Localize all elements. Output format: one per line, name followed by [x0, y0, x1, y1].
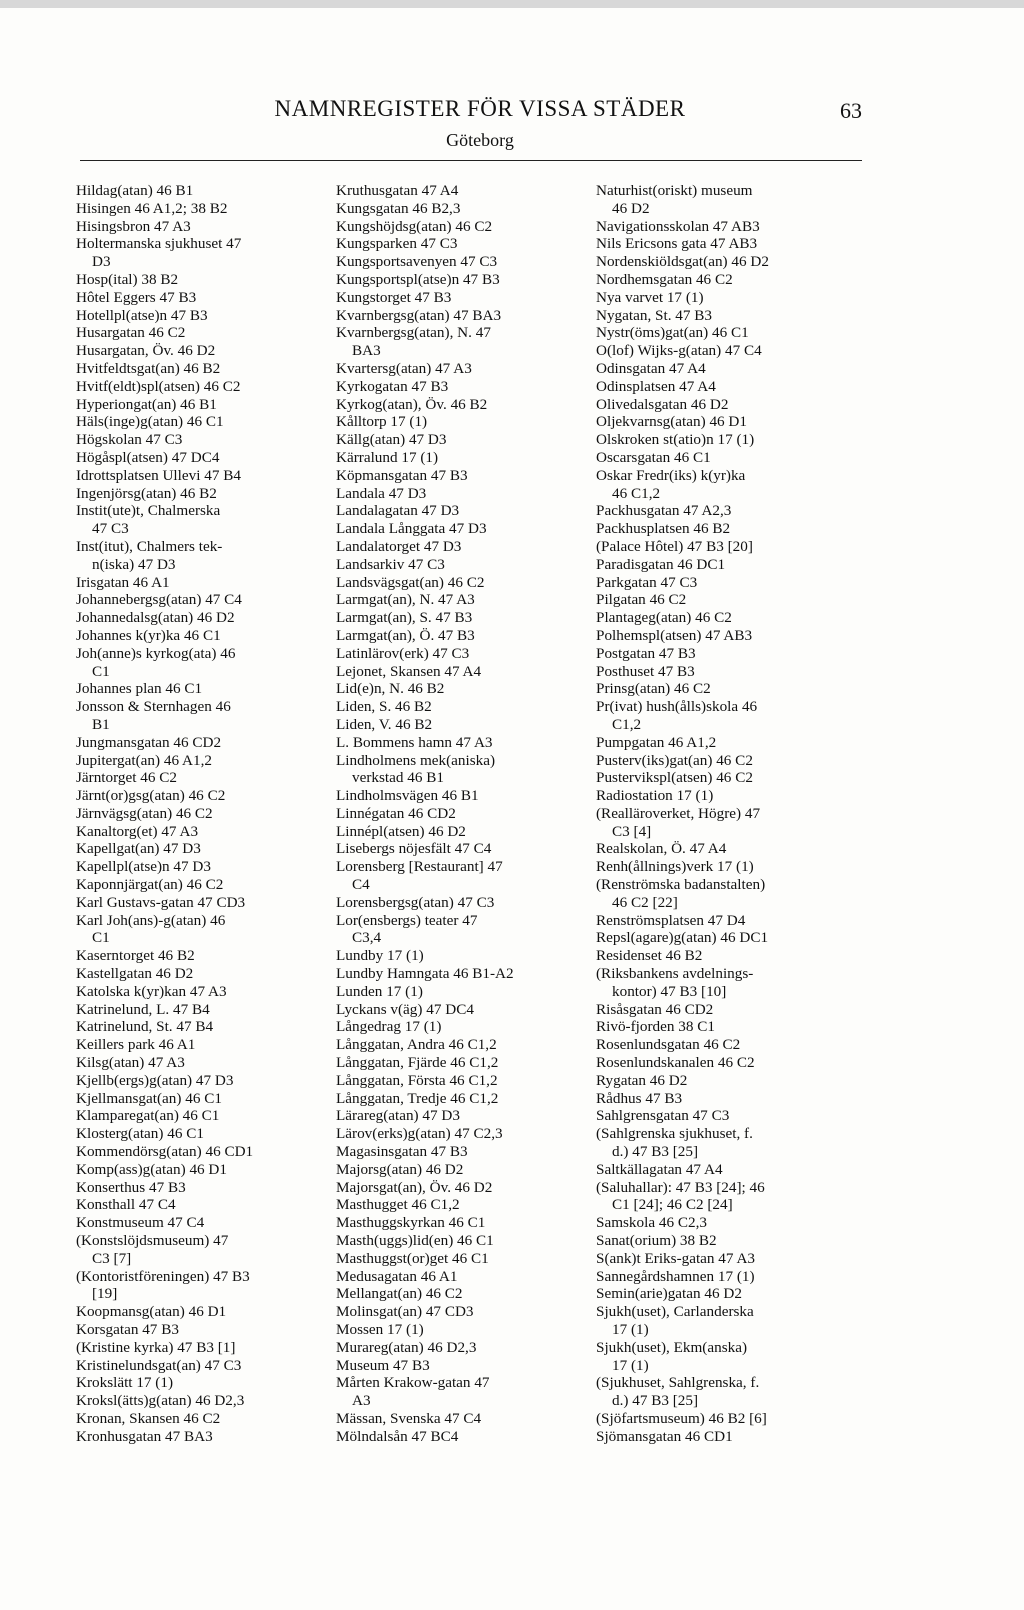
index-entry: Molinsgat(an) 47 CD3 [336, 1303, 474, 1321]
index-entry: Rådhus 47 B3 [596, 1089, 683, 1107]
index-entry: Sjömansgatan 46 CD1 [596, 1427, 733, 1445]
index-columns [66, 182, 866, 1472]
index-entry: Långgatan, Fjärde 46 C1,2 [336, 1054, 499, 1072]
index-entry: Irisgatan 46 A1 [76, 573, 170, 591]
index-entry: Hvitfeldtsgat(an) 46 B2 [76, 359, 221, 377]
index-entry: Husargatan 46 C2 [76, 324, 186, 342]
index-entry: Kruthusgatan 47 A4 [336, 182, 459, 199]
index-entry: Kungstorget 47 B3 [336, 288, 452, 306]
index-entry: (Realläroverket, Högre) 47 [596, 804, 761, 822]
index-entry: Semin(arie)gatan 46 D2 [596, 1285, 742, 1303]
index-entry: Kungsparken 47 C3 [336, 235, 458, 253]
index-entry: Kjellmansgat(an) 46 C1 [76, 1089, 222, 1107]
index-entry: Kronhusgatan 47 BA3 [76, 1427, 213, 1445]
index-entry: Sjukh(uset), Ekm(anska) [596, 1338, 747, 1356]
index-entry: Jupitergat(an) 46 A1,2 [76, 751, 212, 769]
index-entry: O(lof) Wijks-g(atan) 47 C4 [596, 342, 762, 360]
index-entry: C1 [24]; 46 C2 [24] [612, 1196, 733, 1214]
index-entry: Sannegårdshamnen 17 (1) [596, 1267, 755, 1285]
index-entry: (Palace Hôtel) 47 B3 [20] [596, 537, 753, 555]
page-subtitle: Göteborg [446, 130, 514, 150]
index-column-3 [596, 182, 854, 1446]
index-entry: [19] [92, 1285, 118, 1303]
index-entry: Komp(ass)g(atan) 46 D1 [76, 1160, 227, 1178]
index-entry: Packhusgatan 47 A2,3 [596, 502, 732, 520]
index-entry: Husargatan, Öv. 46 D2 [76, 342, 216, 360]
index-entry: Holtermanska sjukhuset 47 [76, 235, 242, 253]
index-entry: Lärov(erks)g(atan) 47 C2,3 [336, 1125, 503, 1143]
index-entry: C1,2 [612, 715, 642, 733]
index-entry: Kroksl(ätts)g(atan) 46 D2,3 [76, 1392, 245, 1410]
index-entry: Mässan, Svenska 47 C4 [336, 1409, 482, 1427]
index-entry: 46 D2 [612, 199, 650, 217]
index-entry: Kungsportsavenyen 47 C3 [336, 253, 498, 271]
index-entry: kontor) 47 B3 [10] [612, 982, 727, 1000]
index-entry: Konsthall 47 C4 [76, 1196, 176, 1214]
index-entry: Majorsgat(an), Öv. 46 D2 [336, 1178, 493, 1196]
index-entry: Murareg(atan) 46 D2,3 [336, 1338, 477, 1356]
index-column-1 [76, 182, 334, 1446]
index-entry: A3 [352, 1392, 371, 1410]
index-entry: Linnépl(atsen) 46 D2 [336, 822, 466, 840]
index-entry: Mårten Krakow-gatan 47 [336, 1374, 490, 1392]
index-entry: Järntorget 46 C2 [76, 769, 177, 787]
index-entry: Lindholmsvägen 46 B1 [336, 787, 479, 805]
index-entry: 46 C2 [22] [612, 893, 678, 911]
index-entry: Rosenlundsgatan 46 C2 [596, 1036, 741, 1054]
index-entry: Långedrag 17 (1) [336, 1018, 442, 1036]
index-entry: Karl Joh(ans)-g(atan) 46 [76, 911, 226, 929]
index-entry: Jungmansgatan 46 CD2 [76, 733, 222, 751]
index-entry: Nya varvet 17 (1) [596, 288, 704, 306]
index-entry: Johannes k(yr)ka 46 C1 [76, 626, 221, 644]
index-entry: Saltkällagatan 47 A4 [596, 1160, 723, 1178]
index-entry: Johannebergsg(atan) 47 C4 [76, 591, 242, 609]
index-entry: Mölndalsån 47 BC4 [336, 1427, 459, 1445]
index-entry: Klamparegat(an) 46 C1 [76, 1107, 220, 1125]
index-entry: Rygatan 46 D2 [596, 1071, 688, 1089]
index-entry: d.) 47 B3 [25] [612, 1392, 699, 1410]
index-entry: Konserthus 47 B3 [76, 1178, 186, 1196]
index-column-2 [336, 182, 594, 1446]
index-entry: L. Bommens hamn 47 A3 [336, 733, 493, 751]
index-entry: Kilsg(atan) 47 A3 [76, 1054, 185, 1072]
index-entry: C3 [4] [612, 822, 652, 840]
index-entry: Landsarkiv 47 C3 [336, 555, 445, 573]
index-entry: Katrinelund, St. 47 B4 [76, 1018, 214, 1036]
index-entry: (Kristine kyrka) 47 B3 [1] [76, 1338, 236, 1356]
index-entry: Lorensbergsg(atan) 47 C3 [336, 893, 495, 911]
index-entry: Köpmansgatan 47 B3 [336, 466, 468, 484]
index-entry: Medusagatan 46 A1 [336, 1267, 458, 1285]
index-entry: Långgatan, Andra 46 C1,2 [336, 1036, 497, 1054]
index-entry: Plantageg(atan) 46 C2 [596, 609, 732, 627]
index-entry: Landala Långgata 47 D3 [336, 520, 487, 538]
index-entry: Nordhemsgatan 46 C2 [596, 270, 733, 288]
index-entry: Kvartersg(atan) 47 A3 [336, 359, 472, 377]
index-entry: Hisingen 46 A1,2; 38 B2 [76, 199, 228, 217]
index-entry: Katolska k(yr)kan 47 A3 [76, 982, 227, 1000]
index-entry: Kristinelundsgat(an) 47 C3 [76, 1356, 242, 1374]
index-entry: Linnégatan 46 CD2 [336, 804, 456, 822]
index-entry: Kvarnbergsg(atan) 47 BA3 [336, 306, 502, 324]
index-entry: (Kontoristföreningen) 47 B3 [76, 1267, 250, 1285]
index-entry: Lid(e)n, N. 46 B2 [336, 680, 445, 698]
index-entry: (Sjöfartsmuseum) 46 B2 [6] [596, 1409, 767, 1427]
index-entry: Sahlgrensgatan 47 C3 [596, 1107, 730, 1125]
index-entry: Oscarsgatan 46 C1 [596, 448, 711, 466]
index-entry: Prinsg(atan) 46 C2 [596, 680, 711, 698]
index-entry: Järnt(or)gsg(atan) 46 C2 [76, 787, 226, 805]
index-entry: Rosenlundskanalen 46 C2 [596, 1054, 755, 1072]
index-entry: Risåsgatan 46 CD2 [596, 1000, 714, 1018]
index-entry: Lisebergs nöjesfält 47 C4 [336, 840, 492, 858]
index-entry: Lärareg(atan) 47 D3 [336, 1107, 460, 1125]
index-entry: Lundby Hamngata 46 B1-A2 [336, 965, 514, 983]
index-entry: Nils Ericsons gata 47 AB3 [596, 235, 758, 253]
index-entry: Pilgatan 46 C2 [596, 591, 687, 609]
index-entry: Pr(ivat) hush(ålls)skola 46 [596, 698, 758, 716]
index-entry: (Sahlgrenska sjukhuset, f. [596, 1125, 753, 1143]
index-entry: Kyrkogatan 47 B3 [336, 377, 449, 395]
index-entry: Masthuggskyrkan 46 C1 [336, 1214, 486, 1232]
index-entry: Inst(itut), Chalmers tek- [76, 537, 223, 555]
index-entry: Klosterg(atan) 46 C1 [76, 1125, 204, 1143]
index-entry: Masthugget 46 C1,2 [336, 1196, 460, 1214]
index-entry: Liden, S. 46 B2 [336, 698, 432, 716]
index-entry: Järnvägsg(atan) 46 C2 [76, 804, 213, 822]
index-entry: Jonsson & Sternhagen 46 [76, 698, 231, 716]
index-entry: Kaponnjärgat(an) 46 C2 [76, 876, 224, 894]
index-entry: Katrinelund, L. 47 B4 [76, 1000, 210, 1018]
index-entry: verkstad 46 B1 [352, 769, 444, 787]
index-entry: Johannes plan 46 C1 [76, 680, 203, 698]
index-entry: Koopmansg(atan) 46 D1 [76, 1303, 227, 1321]
index-entry: Pusterv(iks)gat(an) 46 C2 [596, 751, 753, 769]
index-entry: Högåspl(atsen) 47 DC4 [76, 448, 220, 466]
index-entry: Renh(ållnings)verk 17 (1) [596, 858, 754, 876]
index-entry: Larmgat(an), N. 47 A3 [336, 591, 475, 609]
index-entry: Olivedalsgatan 46 D2 [596, 395, 729, 413]
index-entry: B1 [92, 715, 110, 733]
index-entry: Hildag(atan) 46 B1 [76, 182, 194, 199]
index-entry: Mellangat(an) 46 C2 [336, 1285, 463, 1303]
index-entry: d.) 47 B3 [25] [612, 1143, 699, 1161]
index-entry: Kungshöjdsg(atan) 46 C2 [336, 217, 493, 235]
index-entry: Repsl(agare)g(atan) 46 DC1 [596, 929, 769, 947]
index-entry: 47 C3 [92, 520, 129, 538]
index-entry: Högskolan 47 C3 [76, 431, 183, 449]
index-entry: Kronan, Skansen 46 C2 [76, 1409, 221, 1427]
index-entry: Nordenskiöldsgat(an) 46 D2 [596, 253, 769, 271]
index-entry: Landalatorget 47 D3 [336, 537, 462, 555]
index-entry: Latinlärov(erk) 47 C3 [336, 644, 470, 662]
index-entry: Kaserntorget 46 B2 [76, 947, 195, 965]
index-entry: C3 [7] [92, 1249, 132, 1267]
index-entry: (Saluhallar): 47 B3 [24]; 46 [596, 1178, 765, 1196]
index-entry: Museum 47 B3 [336, 1356, 430, 1374]
index-entry: Hosp(ital) 38 B2 [76, 270, 179, 288]
index-entry: Långgatan, Tredje 46 C1,2 [336, 1089, 499, 1107]
index-entry: Korsgatan 47 B3 [76, 1321, 179, 1338]
index-entry: Polhemspl(atsen) 47 AB3 [596, 626, 753, 644]
index-entry: Lorensberg [Restaurant] 47 [336, 858, 503, 876]
index-entry: Krokslätt 17 (1) [76, 1374, 174, 1392]
index-entry: C1 [92, 929, 110, 947]
index-entry: BA3 [352, 342, 381, 360]
index-entry: 17 (1) [612, 1321, 649, 1338]
index-entry: Majorsg(atan) 46 D2 [336, 1160, 464, 1178]
index-entry: Mossen 17 (1) [336, 1321, 424, 1338]
index-entry: Joh(anne)s kyrkog(ata) 46 [76, 644, 236, 662]
index-entry: Lindholmens mek(aniska) [336, 751, 496, 769]
index-entry: Packhusplatsen 46 B2 [596, 520, 731, 538]
page-number: 63 [840, 98, 862, 123]
index-entry: Pustervikspl(atsen) 46 C2 [596, 769, 753, 787]
index-entry: Konstmuseum 47 C4 [76, 1214, 205, 1232]
index-entry: Kungsgatan 46 B2,3 [336, 199, 461, 217]
index-entry: Kapellgat(an) 47 D3 [76, 840, 201, 858]
index-entry: n(iska) 47 D3 [92, 555, 176, 573]
index-entry: Hisingsbron 47 A3 [76, 217, 191, 235]
index-entry: Kapellpl(atse)n 47 D3 [76, 858, 211, 876]
index-entry: D3 [92, 253, 111, 271]
index-entry: (Renströmska badanstalten) [596, 876, 766, 894]
index-entry: Kommendörsg(atan) 46 CD1 [76, 1143, 254, 1161]
index-entry: Johannedalsg(atan) 46 D2 [76, 609, 235, 627]
index-entry: Postgatan 47 B3 [596, 644, 696, 662]
index-entry: Oskar Fredr(iks) k(yr)ka [596, 466, 746, 484]
index-entry: Landsvägsgat(an) 46 C2 [336, 573, 485, 591]
index-entry: Posthuset 47 B3 [596, 662, 695, 680]
scan-edge [0, 0, 1024, 8]
index-entry: Ingenjörsg(atan) 46 B2 [76, 484, 217, 502]
index-entry: Lunden 17 (1) [336, 982, 423, 1000]
index-entry: Landalagatan 47 D3 [336, 502, 460, 520]
index-entry: Pumpgatan 46 A1,2 [596, 733, 717, 751]
index-entry: Hyperiongat(an) 46 B1 [76, 395, 217, 413]
index-entry: (Sjukhuset, Sahlgrenska, f. [596, 1374, 760, 1392]
index-entry: Oljekvarnsg(atan) 46 D1 [596, 413, 747, 431]
index-entry: Kyrkog(atan), Öv. 46 B2 [336, 395, 488, 413]
index-entry: Kjellb(ergs)g(atan) 47 D3 [76, 1071, 234, 1089]
index-entry: Kärralund 17 (1) [336, 448, 439, 466]
index-entry: Häls(inge)g(atan) 46 C1 [76, 413, 224, 431]
index-entry: S(ank)t Eriks-gatan 47 A3 [596, 1249, 756, 1267]
index-entry: Parkgatan 47 C3 [596, 573, 698, 591]
index-entry: Kastellgatan 46 D2 [76, 965, 194, 983]
index-entry: Rivö-fjorden 38 C1 [596, 1018, 715, 1036]
index-entry: Odinsplatsen 47 A4 [596, 377, 716, 395]
index-entry: Idrottsplatsen Ullevi 47 B4 [76, 466, 241, 484]
index-entry: Navigationsskolan 47 AB3 [596, 217, 760, 235]
index-entry: Masthuggst(or)get 46 C1 [336, 1249, 489, 1267]
index-entry: Kvarnbergsg(atan), N. 47 [336, 324, 491, 342]
index-entry: Renströmsplatsen 47 D4 [596, 911, 746, 929]
index-entry: Hvitf(eldt)spl(atsen) 46 C2 [76, 377, 241, 395]
index-entry: Paradisgatan 46 DC1 [596, 555, 726, 573]
index-entry: 46 C1,2 [612, 484, 661, 502]
index-entry: Liden, V. 46 B2 [336, 715, 433, 733]
index-entry: Instit(ute)t, Chalmerska [76, 502, 221, 520]
index-entry: Sanat(orium) 38 B2 [596, 1232, 717, 1250]
index-entry: Kungsportspl(atse)n 47 B3 [336, 270, 500, 288]
index-entry: Radiostation 17 (1) [596, 787, 714, 805]
index-entry: Kanaltorg(et) 47 A3 [76, 822, 199, 840]
index-entry: Hôtel Eggers 47 B3 [76, 288, 197, 306]
index-entry: Odinsgatan 47 A4 [596, 359, 706, 377]
index-entry: Lor(ensbergs) teater 47 [336, 911, 478, 929]
index-entry: Masth(uggs)lid(en) 46 C1 [336, 1232, 494, 1250]
index-entry: Lyckans v(äg) 47 DC4 [336, 1000, 474, 1018]
index-entry: Landala 47 D3 [336, 484, 427, 502]
header-rule [80, 160, 862, 161]
index-entry: Sjukh(uset), Carlanderska [596, 1303, 754, 1321]
index-entry: Långgatan, Första 46 C1,2 [336, 1071, 498, 1089]
index-entry: Lejonet, Skansen 47 A4 [336, 662, 482, 680]
index-entry: C3,4 [352, 929, 382, 947]
index-entry: Residenset 46 B2 [596, 947, 703, 965]
index-entry: (Konstslöjdsmuseum) 47 [76, 1232, 229, 1250]
index-entry: Olskroken st(atio)n 17 (1) [596, 431, 755, 449]
index-entry: C1 [92, 662, 110, 680]
index-entry: Keillers park 46 A1 [76, 1036, 196, 1054]
index-entry: Nystr(öms)gat(an) 46 C1 [596, 324, 749, 342]
index-entry: Larmgat(an), Ö. 47 B3 [336, 626, 475, 644]
index-entry: Lundby 17 (1) [336, 947, 424, 965]
index-entry: Nygatan, St. 47 B3 [596, 306, 713, 324]
index-entry: Karl Gustavs-gatan 47 CD3 [76, 893, 246, 911]
index-entry: Realskolan, Ö. 47 A4 [596, 840, 727, 858]
index-entry: Kålltorp 17 (1) [336, 413, 428, 431]
index-entry: (Riksbankens avdelnings- [596, 965, 754, 983]
index-entry: Naturhist(oriskt) museum [596, 182, 753, 199]
index-entry: Samskola 46 C2,3 [596, 1214, 707, 1232]
index-entry: Magasinsgatan 47 B3 [336, 1143, 468, 1161]
index-entry: Larmgat(an), S. 47 B3 [336, 609, 473, 627]
index-entry: C4 [352, 876, 370, 894]
index-entry: Källg(atan) 47 D3 [336, 431, 447, 449]
index-entry: Hotellpl(atse)n 47 B3 [76, 306, 208, 324]
index-entry: 17 (1) [612, 1356, 649, 1374]
page-title: NAMNREGISTER FÖR VISSA STÄDER [274, 96, 686, 121]
